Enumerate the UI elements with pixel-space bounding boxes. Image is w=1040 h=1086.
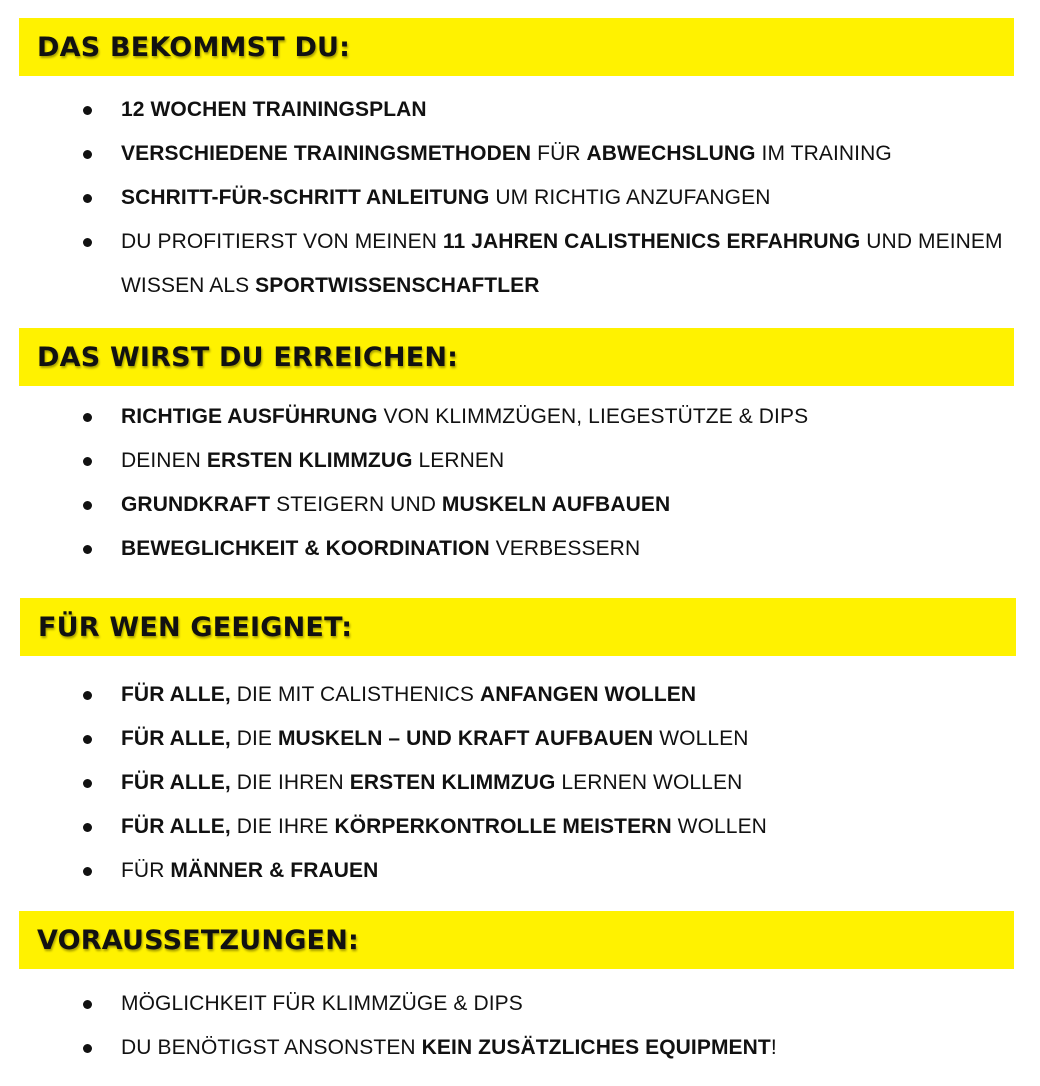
bullet-icon xyxy=(83,413,92,422)
list-item-text: WOLLEN xyxy=(653,727,749,750)
bullet-icon xyxy=(83,150,92,159)
section-list xyxy=(0,982,1040,1070)
list-item-bold-text: RICHTIGE AUSFÜHRUNG xyxy=(121,405,378,428)
list-item-text: STEIGERN UND xyxy=(270,493,442,516)
list-item-text: DIE MIT CALISTHENICS xyxy=(230,683,480,706)
list-item-bold-text: 12 WOCHEN TRAININGSPLAN xyxy=(121,98,427,121)
section-banner-fuer-wen-geeignet xyxy=(20,598,1016,656)
list-item xyxy=(0,132,1040,176)
list-item-bold-text: GRUNDKRAFT xyxy=(121,493,271,516)
list-item-bold-text: FÜR ALLE, xyxy=(121,727,231,750)
list-item xyxy=(0,673,1040,717)
section-list xyxy=(0,88,1040,308)
list-item-text: DIE IHRE xyxy=(230,815,335,838)
list-item-bold-text: MUSKELN – UND KRAFT AUFBAUEN xyxy=(277,727,654,750)
bullet-icon xyxy=(83,106,92,115)
section-heading: FÜR WEN GEEIGNET: xyxy=(38,611,353,643)
list-item-bold-text: SPORTWISSENSCHAFTLER xyxy=(255,274,540,297)
list-item-bold-text: MUSKELN AUFBAUEN xyxy=(441,493,671,516)
list-item-text: VERBESSERN xyxy=(489,537,641,560)
list-item-text: FÜR xyxy=(531,142,587,165)
list-item-bold-text: VERSCHIEDENE TRAININGSMETHODEN xyxy=(121,142,532,165)
bullet-icon xyxy=(83,1044,92,1053)
list-item-text: DU PROFITIERST VON MEINEN xyxy=(121,230,443,253)
section-heading: DAS BEKOMMST DU: xyxy=(37,31,351,63)
list-item xyxy=(0,527,1040,571)
bullet-icon xyxy=(83,545,92,554)
list-item xyxy=(0,1026,1040,1070)
bullet-icon xyxy=(83,779,92,788)
list-item-bold-text: BEWEGLICHKEIT & KOORDINATION xyxy=(121,537,490,560)
list-item xyxy=(0,88,1040,132)
list-item-text: MÖGLICHKEIT FÜR KLIMMZÜGE & DIPS xyxy=(121,992,523,1015)
section-banner-das-bekommst-du xyxy=(19,18,1014,76)
list-item-text: VON KLIMMZÜGEN, LIEGESTÜTZE & DIPS xyxy=(377,405,809,428)
list-item-bold-text: ERSTEN KLIMMZUG xyxy=(206,449,413,472)
list-item-bold-text: ABWECHSLUNG xyxy=(586,142,756,165)
list-item-text: IM TRAINING xyxy=(755,142,892,165)
list-item xyxy=(0,805,1040,849)
section-list xyxy=(0,673,1040,893)
list-item-text: DEINEN xyxy=(121,449,207,472)
list-item-text: FÜR xyxy=(121,859,171,882)
bullet-icon xyxy=(83,501,92,510)
list-item-bold-text: KÖRPERKONTROLLE MEISTERN xyxy=(334,815,672,838)
list-item-bold-text: FÜR ALLE, xyxy=(121,771,231,794)
list-item xyxy=(0,439,1040,483)
bullet-icon xyxy=(83,867,92,876)
section-banner-das-wirst-du-erreichen xyxy=(19,328,1014,386)
list-item-bold-text: 11 JAHREN CALISTHENICS ERFAHRUNG xyxy=(442,230,861,253)
list-item-text: DIE xyxy=(230,727,278,750)
bullet-icon xyxy=(83,457,92,466)
section-banner-voraussetzungen xyxy=(19,911,1014,969)
list-item-bold-text: SCHRITT-FÜR-SCHRITT ANLEITUNG xyxy=(121,186,490,209)
list-item-bold-text: FÜR ALLE, xyxy=(121,683,231,706)
list-item-text: UND MEINEM WISSEN ALS xyxy=(121,230,1003,297)
list-item xyxy=(0,176,1040,220)
list-item xyxy=(0,717,1040,761)
list-item xyxy=(0,220,1021,308)
list-item-text: DIE IHREN xyxy=(230,771,350,794)
list-item-text: UM RICHTIG ANZUFANGEN xyxy=(489,186,771,209)
list-item xyxy=(0,982,1040,1026)
list-item xyxy=(0,761,1040,805)
list-item-text: WOLLEN xyxy=(671,815,767,838)
list-item-text: DU BENÖTIGST ANSONSTEN xyxy=(121,1036,422,1059)
list-item-bold-text: FÜR ALLE, xyxy=(121,815,231,838)
list-item-bold-text: MÄNNER & FRAUEN xyxy=(170,859,379,882)
bullet-icon xyxy=(83,691,92,700)
list-item-bold-text: ERSTEN KLIMMZUG xyxy=(349,771,556,794)
bullet-icon xyxy=(83,194,92,203)
list-item xyxy=(0,395,1040,439)
section-heading: DAS WIRST DU ERREICHEN: xyxy=(37,341,459,373)
list-item-text: LERNEN xyxy=(412,449,505,472)
list-item-bold-text: ANFANGEN WOLLEN xyxy=(479,683,697,706)
list-item xyxy=(0,483,1040,527)
section-list xyxy=(0,395,1040,571)
bullet-icon xyxy=(83,238,92,247)
list-item-text: ! xyxy=(770,1036,777,1059)
list-item-text: LERNEN WOLLEN xyxy=(555,771,743,794)
bullet-icon xyxy=(83,823,92,832)
bullet-icon xyxy=(83,1000,92,1009)
bullet-icon xyxy=(83,735,92,744)
section-heading: VORAUSSETZUNGEN: xyxy=(37,924,359,956)
list-item xyxy=(0,849,1040,893)
list-item-bold-text: KEIN ZUSÄTZLICHES EQUIPMENT xyxy=(421,1036,771,1059)
